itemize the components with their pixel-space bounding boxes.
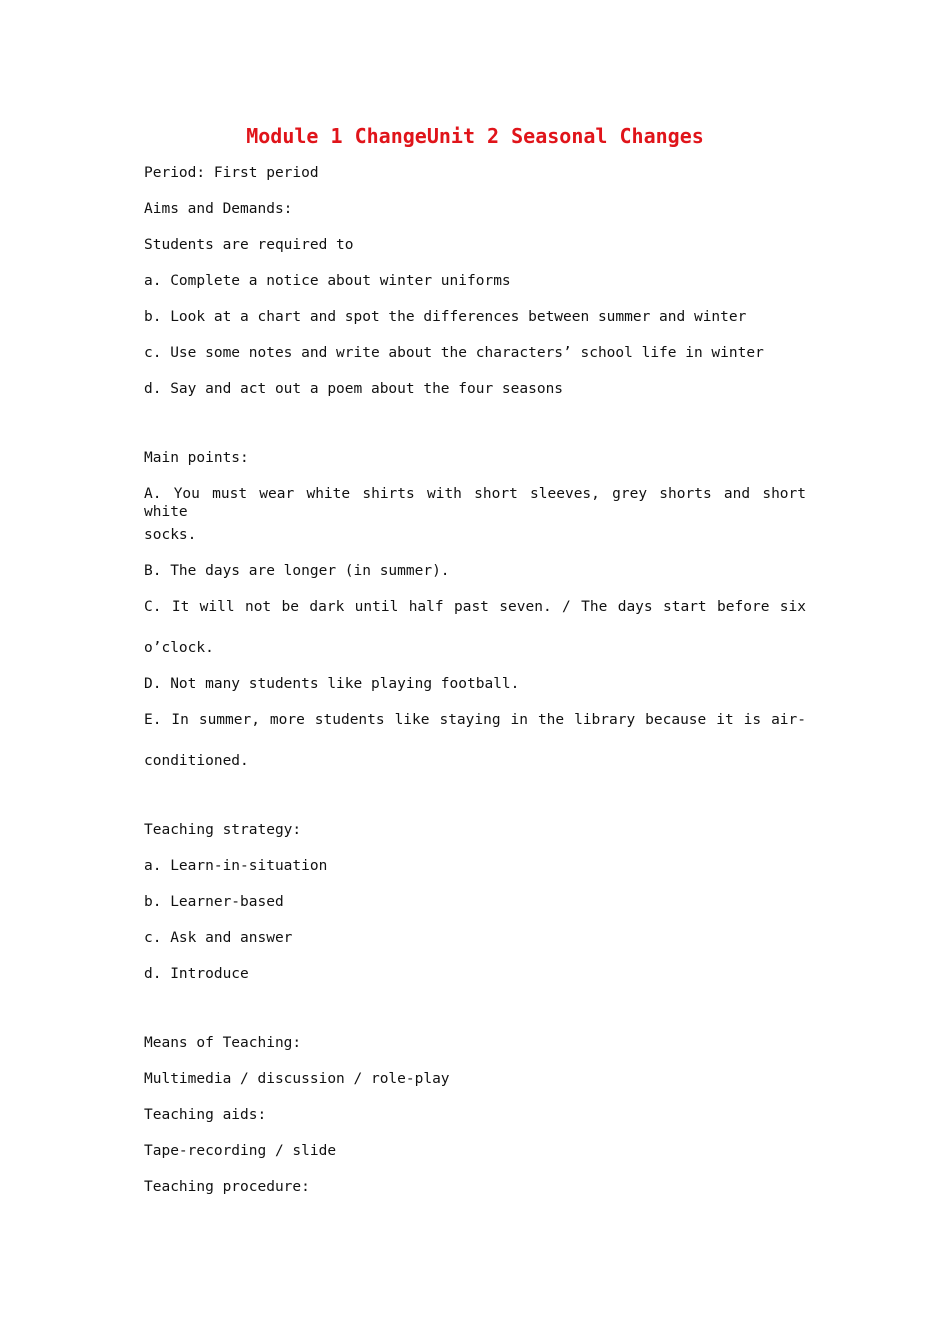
- main-points-heading: Main points:: [144, 450, 249, 466]
- period-line: Period: First period: [144, 165, 319, 181]
- main-point-e-line2: conditioned.: [144, 753, 249, 769]
- main-point-c-line2: o’clock.: [144, 640, 214, 656]
- main-point-d: D. Not many students like playing football.: [144, 676, 520, 692]
- strategy-heading: Teaching strategy:: [144, 822, 302, 838]
- strategy-item-c: c. Ask and answer: [144, 930, 293, 946]
- aim-item-d: d. Say and act out a poem about the four seasons: [144, 381, 564, 397]
- main-point-c-line1: C. It will not be dark until half past seven. / The days start before six: [144, 599, 806, 615]
- document-title: Module 1 ChangeUnit 2 Seasonal Changes: [246, 124, 704, 148]
- means-heading: Means of Teaching:: [144, 1035, 302, 1051]
- aids-heading: Teaching aids:: [144, 1107, 267, 1123]
- strategy-item-d: d. Introduce: [144, 966, 249, 982]
- main-point-b: B. The days are longer (in summer).: [144, 563, 450, 579]
- main-point-e-line1: E. In summer, more students like staying in the library because it is air-: [144, 712, 806, 728]
- means-text: Multimedia / discussion / role-play: [144, 1071, 450, 1087]
- strategy-item-a: a. Learn-in-situation: [144, 858, 328, 874]
- aims-heading: Aims and Demands:: [144, 201, 293, 217]
- main-point-a-line1: A. You must wear white shirts with short sleeves, grey shorts and short white: [144, 486, 806, 520]
- aim-item-a: a. Complete a notice about winter uniforms: [144, 273, 511, 289]
- aim-item-c: c. Use some notes and write about the characters’ school life in winter: [144, 345, 764, 361]
- aim-item-b: b. Look at a chart and spot the differences between summer and winter: [144, 309, 747, 325]
- main-point-a-line2: socks.: [144, 527, 197, 543]
- aids-text: Tape-recording / slide: [144, 1143, 337, 1159]
- strategy-item-b: b. Learner-based: [144, 894, 284, 910]
- aims-intro: Students are required to: [144, 237, 354, 253]
- procedure-heading: Teaching procedure:: [144, 1179, 310, 1195]
